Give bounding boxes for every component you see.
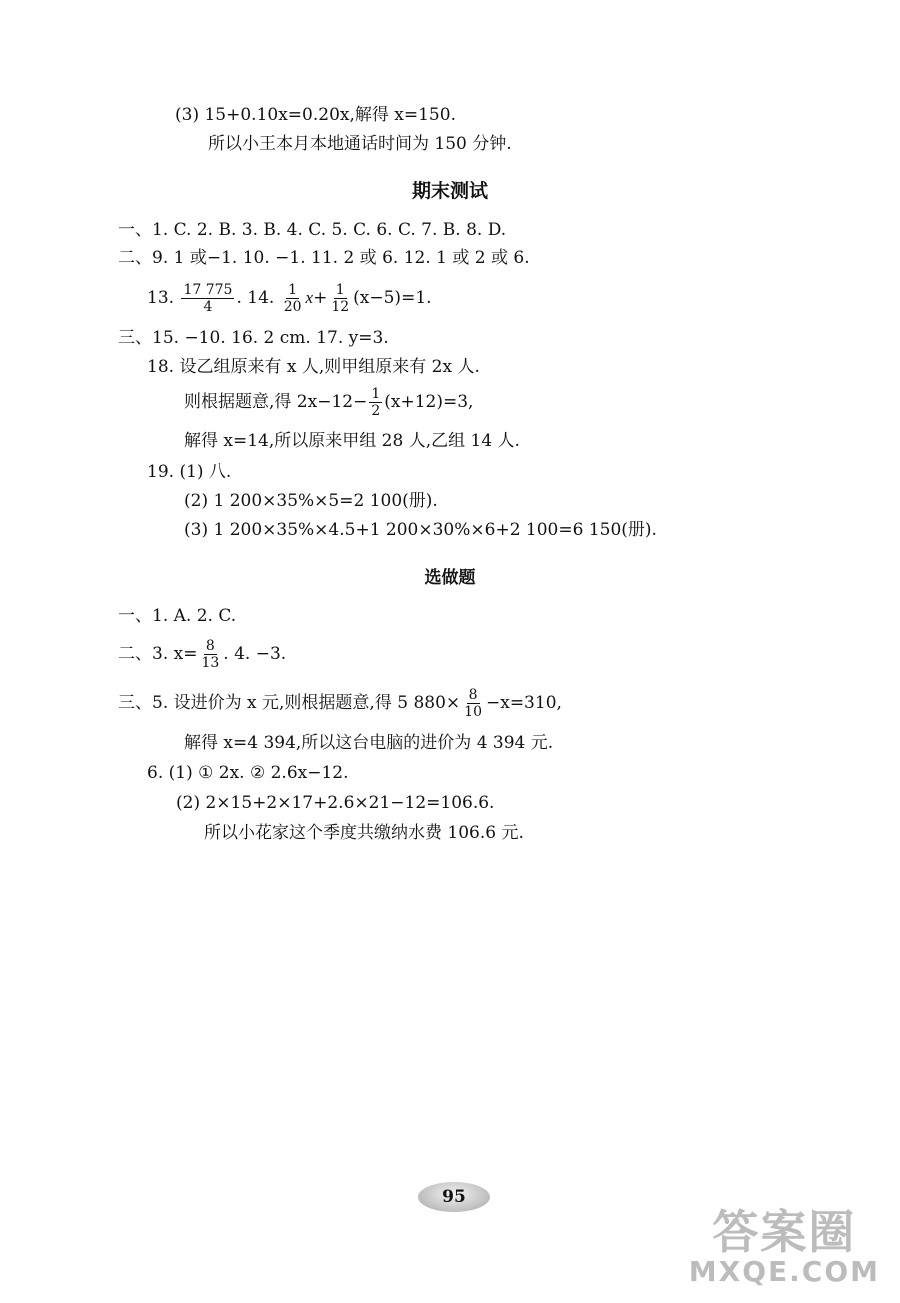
expression: 二、3. x= (118, 644, 198, 664)
answer-line (118, 686, 562, 720)
page-number: 95 (442, 1187, 466, 1207)
numerator: 1 (371, 386, 381, 402)
answer-line: 解得 x=4 394,所以这台电脑的进价为 4 394 元. (184, 733, 554, 753)
answer-line: (3) 15+0.10x=0.20x,解得 x=150. (175, 105, 456, 125)
answer-line: 所以小王本月本地通话时间为 150 分钟. (208, 134, 512, 154)
answer-line: 18. 设乙组原来有 x 人,则甲组原来有 2x 人. (147, 357, 480, 377)
fraction (199, 638, 221, 671)
answer-line: 一、1. A. 2. C. (118, 606, 237, 626)
expression: 三、5. 设进价为 x 元,则根据题意,得 5 880× (118, 693, 461, 713)
question-label: . 14. (236, 288, 275, 308)
section-title: 期末测试 (411, 180, 488, 202)
watermark-logo-text: 答案圈 (712, 1205, 857, 1259)
page-number-badge (418, 1182, 490, 1212)
answer-line: 19. (1) 八. (147, 462, 232, 482)
answer-line: 所以小花家这个季度共缴纳水费 106.6 元. (204, 823, 524, 843)
answer-line: (3) 1 200×35%×4.5+1 200×30%×6+2 100=6 150(册). (184, 520, 657, 540)
variable: x (305, 288, 314, 307)
answer-line: 解得 x=14,所以原来甲组 28 人,乙组 14 人. (184, 431, 520, 451)
section-title: 选做题 (424, 568, 476, 588)
numerator: 8 (205, 638, 215, 654)
watermark-url: MXQE.COM (688, 1255, 880, 1288)
answer-line: (2) 2×15+2×17+2.6×21−12=106.6. (176, 793, 495, 813)
numerator: 1 (288, 282, 298, 298)
numerator: 8 (468, 687, 478, 703)
denominator: 20 (283, 299, 302, 315)
expression: (x+12)=3, (384, 392, 474, 412)
expression: 则根据题意,得 2x−12− (184, 392, 368, 412)
answer-line: 一、1. C. 2. B. 3. B. 4. C. 5. C. 6. C. 7. B. 8. D. (118, 220, 507, 240)
answer-line (184, 385, 473, 419)
fraction (369, 386, 382, 419)
expression: . 4. −3. (223, 644, 287, 664)
fraction (329, 282, 351, 315)
denominator: 12 (331, 299, 350, 315)
denominator: 13 (201, 655, 220, 671)
denominator: 4 (203, 299, 213, 315)
answer-line: 6. (1) ① 2x. ② 2.6x−12. (147, 763, 349, 783)
denominator: 10 (464, 704, 482, 720)
fraction (462, 687, 484, 720)
numerator: 1 (335, 282, 345, 298)
answer-line: 二、9. 1 或−1. 10. −1. 11. 2 或 6. 12. 1 或 2 或 6. (118, 248, 530, 268)
answer-line: 三、15. −10. 16. 2 cm. 17. y=3. (118, 328, 389, 348)
answer-line (118, 637, 286, 671)
question-label: 13. (147, 288, 175, 308)
fraction (282, 282, 304, 315)
answer-line: 13. $\frac{17 775}{4}$ . 14. $\frac{1}{20}$ x+ $\frac{1}{12}$ (x−5)=1. (147, 282, 432, 315)
answer-line: (2) 1 200×35%×5=2 100(册). (184, 491, 438, 511)
expression: (x−5)=1. (353, 288, 432, 308)
denominator: 2 (371, 403, 381, 419)
fraction (181, 282, 234, 315)
expression: −x=310, (485, 693, 562, 713)
watermark (689, 1207, 880, 1287)
numerator: 17 775 (183, 282, 233, 298)
